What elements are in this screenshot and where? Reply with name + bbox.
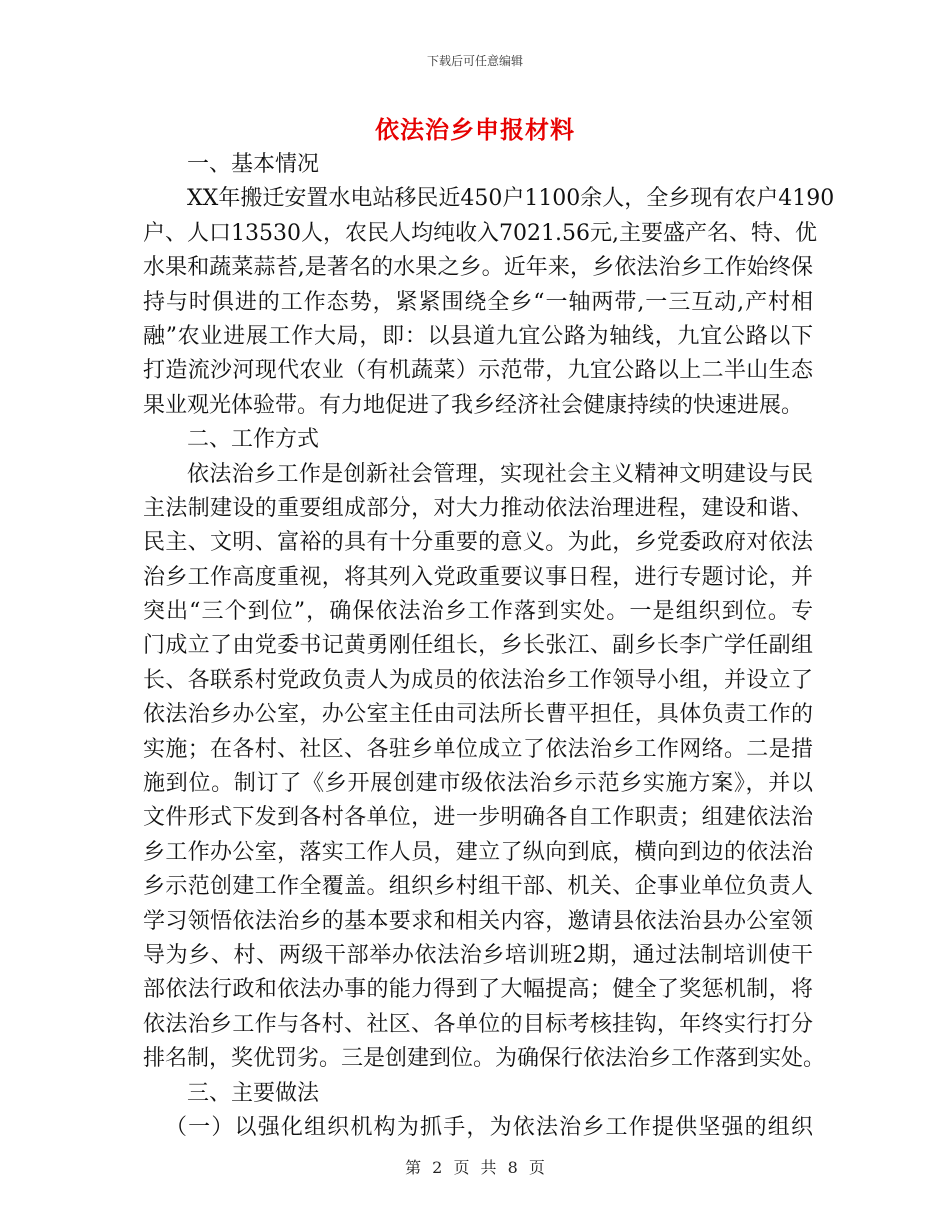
paragraph-line: 排名制，奖优罚劣。三是创建到位。为确保行依法治乡工作落到实处。: [143, 1046, 826, 1072]
paragraph-line: 文件形式下发到各村各单位，进一步明确各自工作职责；组建依法治: [143, 805, 813, 831]
paragraph-line: 门成立了由党委书记黄勇刚任组长，乡长张江、副乡长李广学任副组: [143, 633, 813, 659]
paragraph-line: 实施；在各村、社区、各驻乡单位成立了依法治乡工作网络。二是措: [143, 736, 813, 762]
paragraph-line: 户、人口13530人，农民人均纯收入7021.56元,主要盛产名、特、优: [143, 220, 817, 246]
page-footer: 第 2 页 共 8 页: [405, 1158, 545, 1177]
document-body: [143, 148, 835, 1145]
header-note: 下载后可任意编辑: [426, 54, 523, 68]
paragraph-line: 主法制建设的重要组成部分，对大力推动依法治理进程，建设和谐、: [143, 495, 813, 521]
paragraph-line: 部依法行政和依法办事的能力得到了大幅提高；健全了奖惩机制，将: [143, 977, 813, 1003]
paragraph-line: 导为乡、村、两级干部举办依法治乡培训班2期，通过法制培训使干: [143, 942, 813, 968]
section-heading: 一、基本情况: [187, 152, 320, 177]
subsection-line: （一）以强化组织机构为抓手，为依法治乡工作提供坚强的组织: [165, 1114, 813, 1140]
paragraph-line: 治乡工作高度重视，将其列入党政重要议事日程，进行专题讨论，并: [143, 564, 813, 590]
paragraph-line: 突出“三个到位”，确保依法治乡工作落到实处。一是组织到位。专: [143, 599, 813, 625]
paragraph-line: 乡工作办公室，落实工作人员，建立了纵向到底，横向到边的依法治: [143, 839, 813, 865]
paragraph-line: 水果和蔬菜蒜苔,是著名的水果之乡。近年来，乡依法治乡工作始终保: [143, 255, 813, 281]
paragraph-line: 融”农业进展工作大局，即：以县道九宜公路为轴线，九宜公路以下: [143, 323, 813, 349]
section-heading: 三、主要做法: [187, 1080, 320, 1106]
paragraph-line: 果业观光体验带。有力地促进了我乡经济社会健康持续的快速进展。: [143, 392, 804, 418]
paragraph-line: 依法治乡工作是创新社会管理，实现社会主义精神文明建设与民: [187, 461, 813, 487]
paragraph-line: 乡示范创建工作全覆盖。组织乡村组干部、机关、企事业单位负责人: [143, 874, 813, 900]
paragraph-line: 学习领悟依法治乡的基本要求和相关内容，邀请县依法治县办公室领: [143, 908, 813, 934]
paragraph-line: 打造流沙河现代农业（有机蔬菜）示范带，九宜公路以上二半山生态: [143, 358, 813, 384]
paragraph-line: 依法治乡工作与各村、社区、各单位的目标考核挂钩，年终实行打分: [143, 1011, 813, 1037]
paragraph-line: 民主、文明、富裕的具有十分重要的意义。为此，乡党委政府对依法: [143, 530, 813, 556]
paragraph-line: 依法治乡办公室，办公室主任由司法所长曹平担任，具体负责工作的: [143, 702, 813, 728]
section-heading: 二、工作方式: [187, 427, 320, 453]
paragraph-line: 施到位。制订了《乡开展创建市级依法治乡示范乡实施方案》，并以: [143, 771, 813, 797]
document-title: 依法治乡申报材料: [375, 115, 575, 144]
paragraph-line: 持与时俱进的工作态势，紧紧围绕全乡“一轴两带,一三互动,产村相: [143, 289, 813, 315]
paragraph-line: 长、各联系村党政负责人为成员的依法治乡工作领导小组，并设立了: [143, 667, 813, 693]
paragraph-line: XX年搬迁安置水电站移民近450户1100余人，全乡现有农户4190: [187, 186, 835, 212]
